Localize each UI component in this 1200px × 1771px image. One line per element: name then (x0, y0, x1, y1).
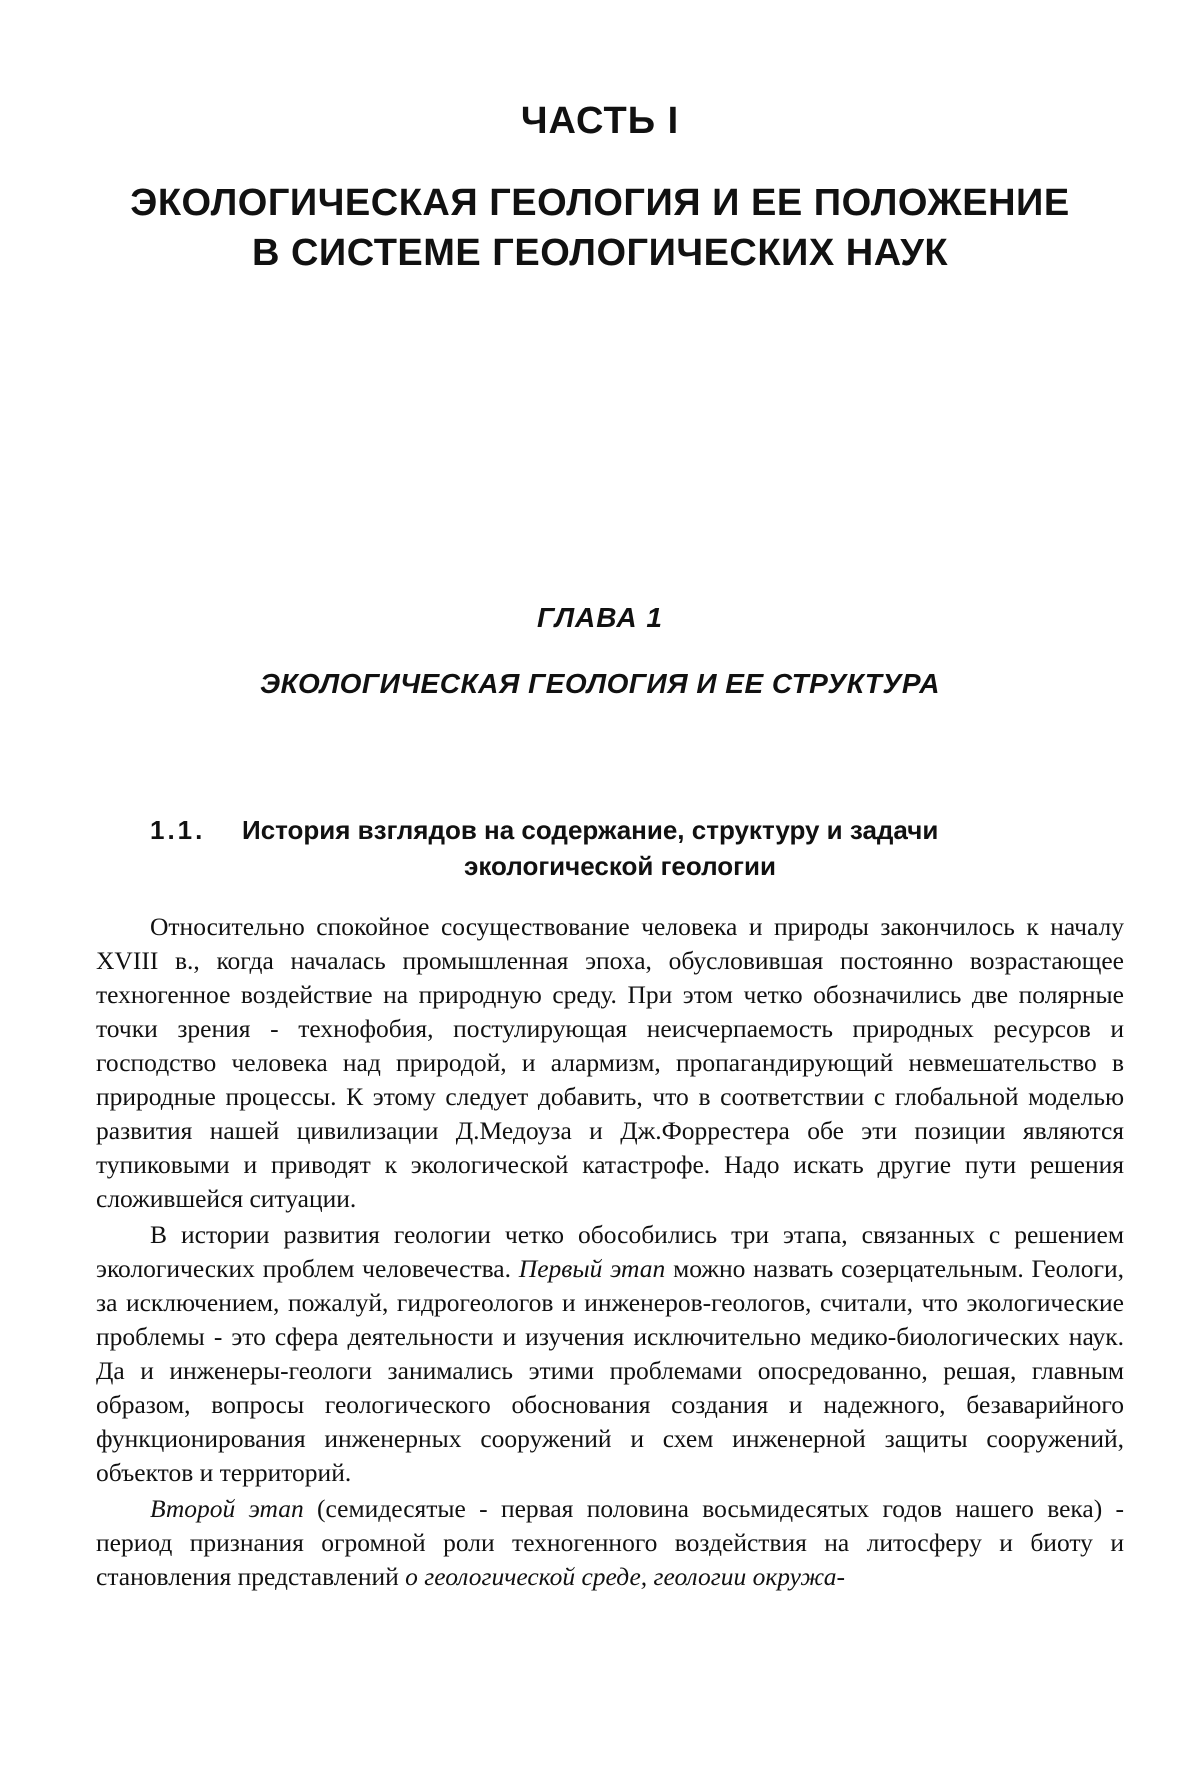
part-label: ЧАСТЬ I (520, 100, 680, 142)
chapter-label: ГЛАВА 1 (537, 602, 663, 633)
paragraph-3 (96, 1492, 1124, 1594)
section-title-line-2: экологической геологии (464, 851, 776, 881)
paragraph-2-italic: Первый этап (518, 1254, 666, 1283)
paragraph-3-italic-2: о геологической среде, геологии окружа- (405, 1562, 845, 1591)
paragraph-1: Относительно спокойное сосуществование человека и природы закончилось к началу XVIII в., когда началась промышленная эпоха, обусловившая постоянно возрастающее техногенное воздействие на природную среду. При этом четко обозначились две полярные точки зрения - технофобия, постулирующая неисчерпаемость природных ресурсов и господство человека над природой, и алармизм, пропагандирующий невмешательство в природные процессы. К этому следует добавить, что в соответствии с глобальной моделью развития нашей цивилизации Д.Медоуза и Дж.Форрестера обе эти позиции являются тупиковыми и приводят к экологической катастрофе. Надо искать другие пути решения сложившейся ситуации. (96, 912, 1124, 1213)
paragraph-2-start: В истории развития геологии четко обособились три этапа, связанных с решением экологических проблем человечества. (96, 1220, 1124, 1283)
paragraph-3-italic-1: Второй этап (150, 1494, 304, 1523)
part-title (60, 178, 1140, 278)
chapter-title: ЭКОЛОГИЧЕСКАЯ ГЕОЛОГИЯ И ЕЕ СТРУКТУРА (260, 668, 940, 699)
part-title-line-1: ЭКОЛОГИЧЕСКАЯ ГЕОЛОГИЯ И ЕЕ ПОЛОЖЕНИЕ (130, 182, 1070, 224)
paragraph-3-middle: (семидесятые - первая половина восьмидесятых годов нашего века) - период признания огромной роли техногенного воздействия на литосферу и биоту и становления представлений (96, 1494, 1125, 1591)
paragraph-2 (96, 1218, 1124, 1490)
section-number: 1.1. (150, 815, 206, 845)
section-title-line-1: История взглядов на содержание, структуру и задачи (242, 815, 939, 845)
body-text (96, 910, 1124, 1594)
part-title-line-2: В СИСТЕМЕ ГЕОЛОГИЧЕСКИХ НАУК (251, 232, 949, 274)
paragraph-2-end: можно назвать созерцательным. Геологи, за исключением, пожалуй, гидрогеологов и инженеров-геологов, считали, что экологические проблемы - это сфера деятельности и изучения исключительно медико-биологических наук. Да и инженеры-геологи занимались этими проблемами опосредованно, решая, главным образом, вопросы геологического обоснования создания и надежного, безаварийного функционирования инженерных сооружений и схем инженерной защиты сооружений, объектов и территорий. (96, 1254, 1124, 1487)
